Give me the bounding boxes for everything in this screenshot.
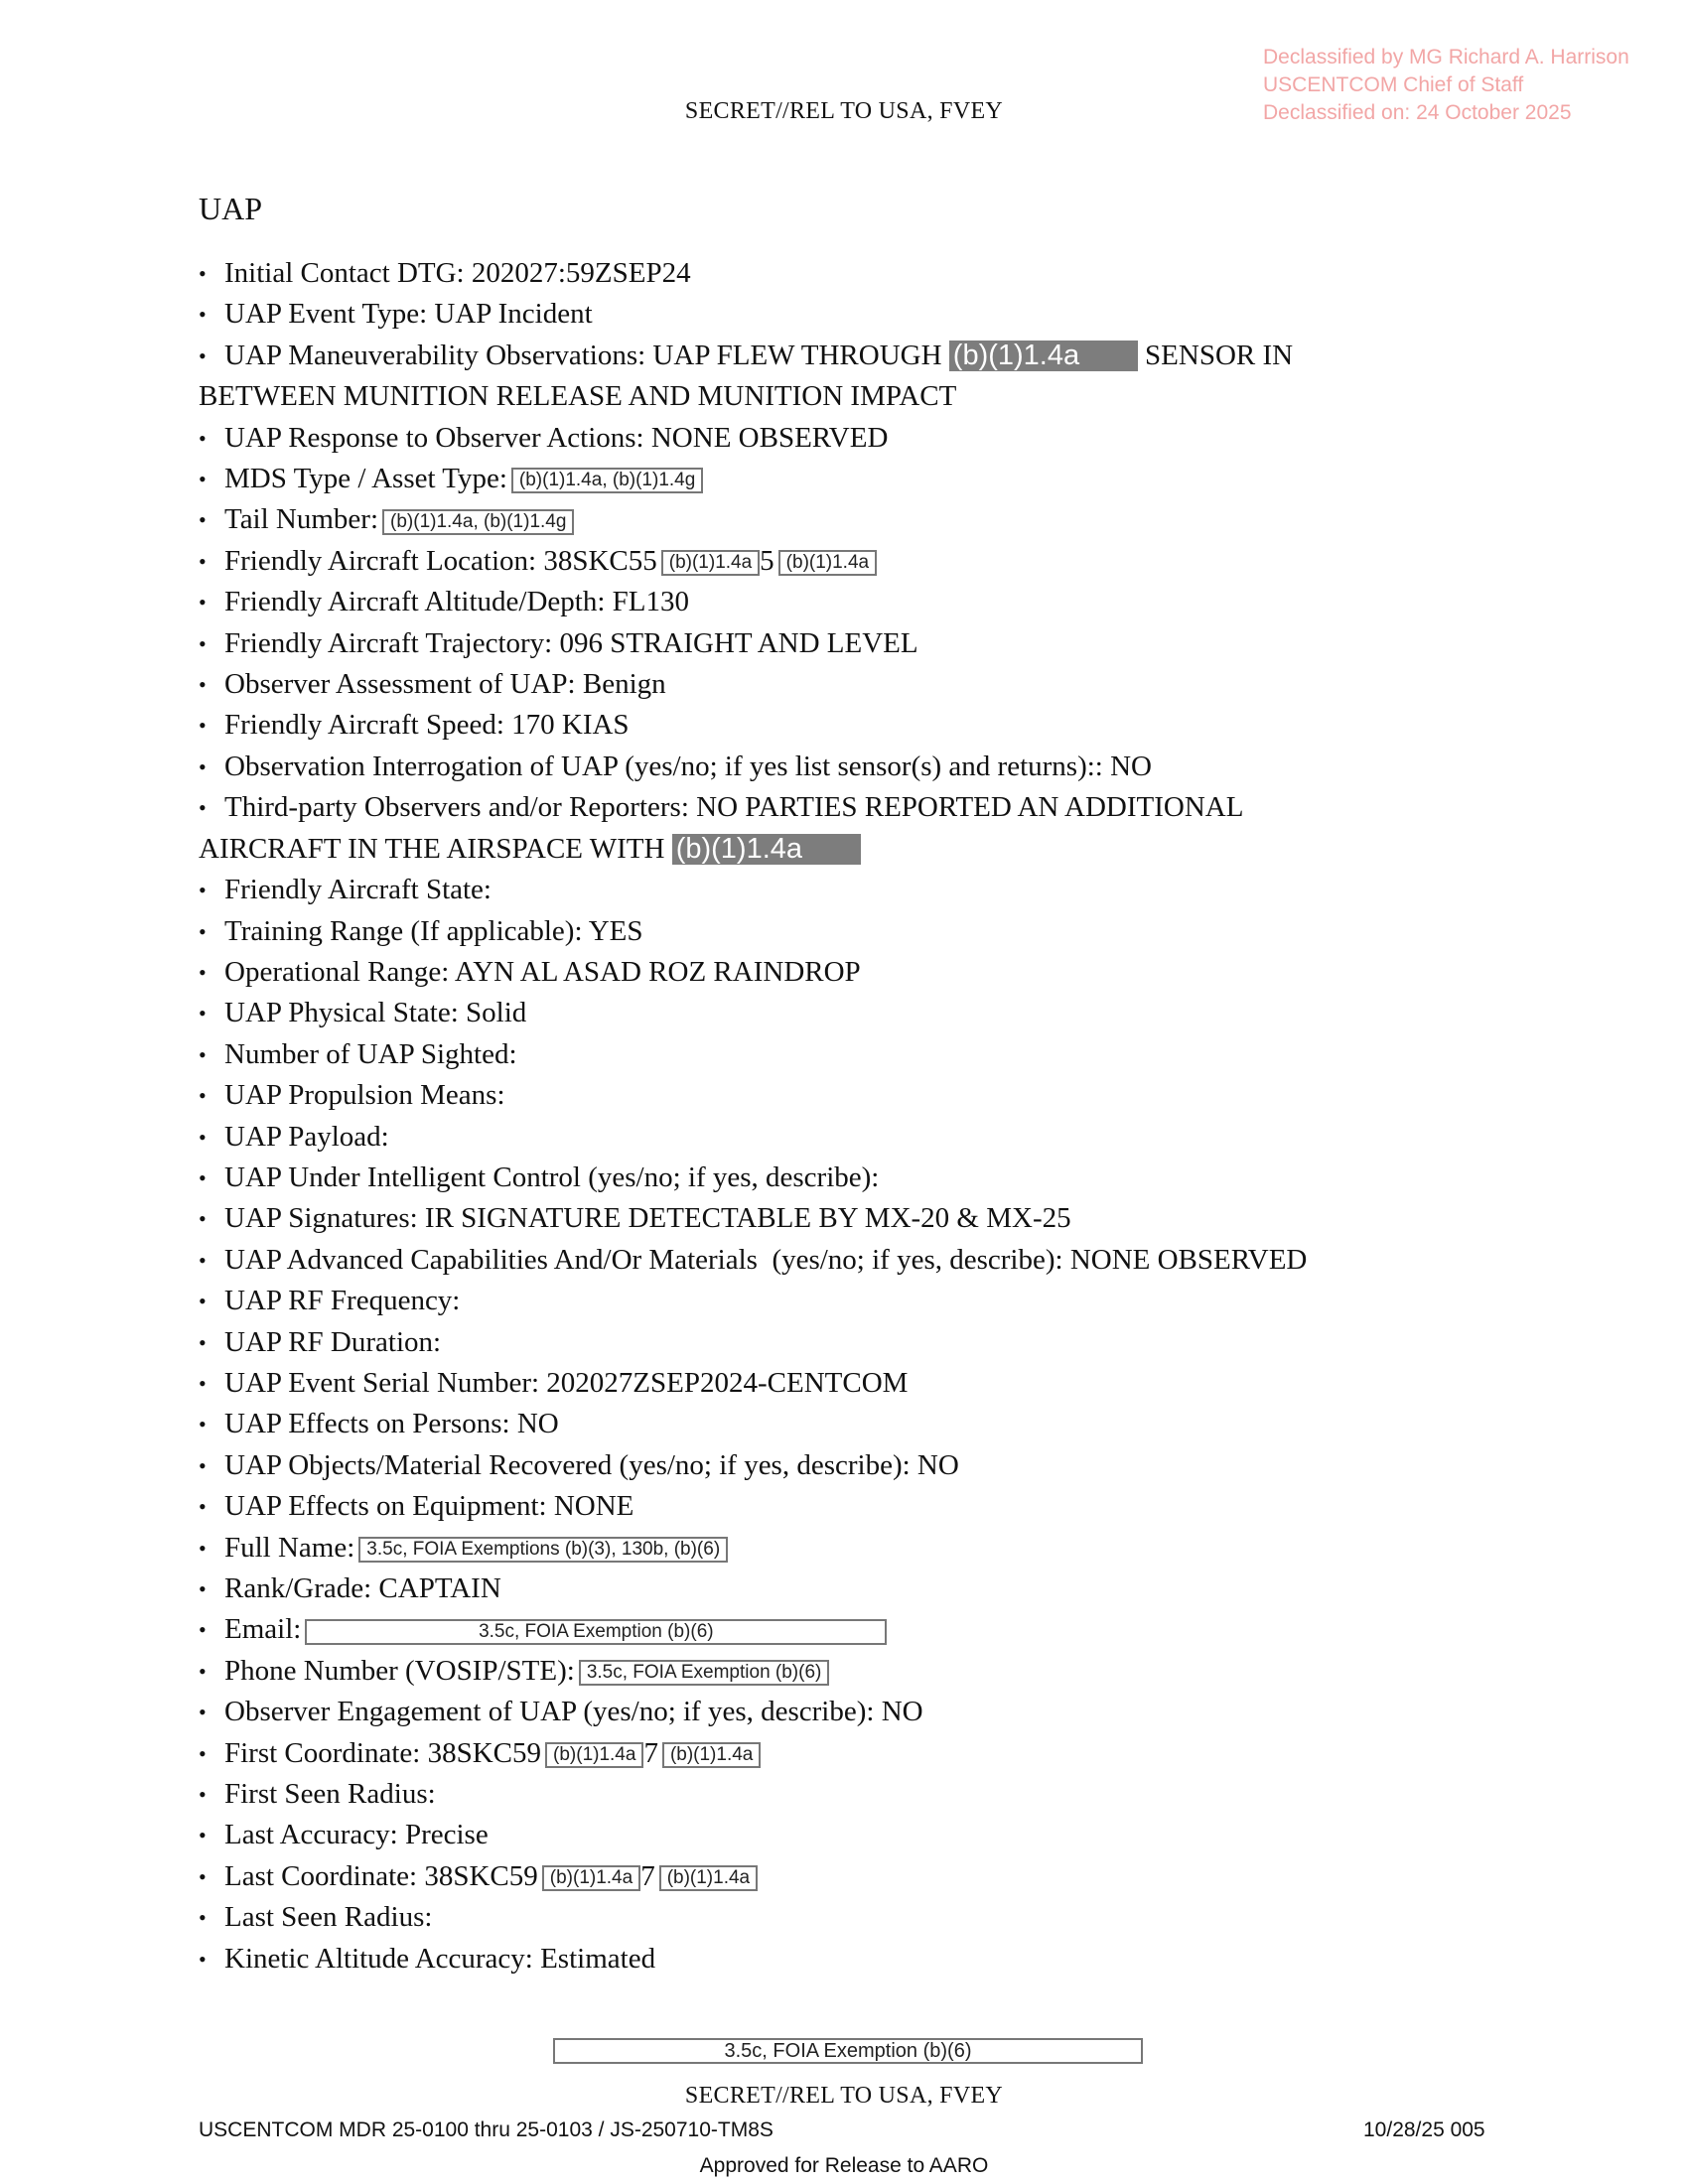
- classification-banner-bottom: SECRET//REL TO USA, FVEY: [684, 2083, 1004, 2109]
- bullet-icon: •: [199, 1658, 207, 1684]
- redaction-box: (b)(1)1.4a: [778, 550, 877, 576]
- bullet-icon: •: [199, 548, 207, 574]
- stamp-line: USCENTCOM Chief of Staff: [1263, 73, 1524, 96]
- report-field: • UAP Objects/Material Recovered (yes/no; if yes, describe): NO: [199, 1445, 1489, 1486]
- report-field: • Rank/Grade: CAPTAIN: [199, 1569, 1489, 1609]
- redaction-box: (b)(1)1.4a: [662, 1742, 761, 1768]
- bullet-icon: •: [199, 1740, 207, 1766]
- redaction-box: (b)(1)1.4a, (b)(1)1.4g: [511, 468, 703, 493]
- report-field: • UAP Physical State: Solid: [199, 993, 1489, 1033]
- bullet-icon: •: [199, 261, 207, 286]
- bullet-icon: •: [199, 1247, 207, 1273]
- bullet-icon: •: [199, 959, 207, 985]
- report-field: • UAP Advanced Capabilities And/Or Materials (yes/no; if yes, describe): NONE OBSERVED: [199, 1240, 1489, 1281]
- report-field: • Last Coordinate: 38SKC59 (b)(1)1.4a 7 (b)(1)1.4a: [199, 1856, 1489, 1897]
- bullet-icon: •: [199, 507, 207, 533]
- bullet-icon: •: [199, 713, 207, 739]
- bullet-icon: •: [199, 672, 207, 698]
- bullet-icon: •: [199, 1124, 207, 1150]
- report-field: • UAP Event Serial Number: 202027ZSEP2024-CENTCOM: [199, 1363, 1489, 1404]
- report-field: • Last Seen Radius:: [199, 1897, 1489, 1938]
- report-field: • Full Name: 3.5c, FOIA Exemptions (b)(3), 130b, (b)(6): [199, 1528, 1489, 1569]
- report-field: • Tail Number: (b)(1)1.4a, (b)(1)1.4g: [199, 499, 1489, 540]
- redaction-box: (b)(1)1.4a, (b)(1)1.4g: [382, 509, 574, 535]
- bullet-icon: •: [199, 1823, 207, 1848]
- bottom-redaction-box: 3.5c, FOIA Exemption (b)(6): [553, 2038, 1143, 2064]
- bullet-icon: •: [199, 1289, 207, 1314]
- report-field: • Friendly Aircraft Trajectory: 096 STRAIGHT AND LEVEL: [199, 623, 1489, 664]
- footer-release-note: Approved for Release to AARO: [699, 2154, 989, 2177]
- bullet-icon: •: [199, 425, 207, 451]
- bullet-icon: •: [199, 342, 207, 368]
- redaction-box: (b)(1)1.4a: [661, 550, 760, 576]
- bullet-icon: •: [199, 918, 207, 944]
- bullet-icon: •: [199, 1412, 207, 1437]
- redaction-block: (b)(1)1.4a: [949, 341, 1138, 371]
- stamp-line: Declassified by MG Richard A. Harrison: [1263, 46, 1629, 68]
- report-field: • UAP Event Type: UAP Incident: [199, 294, 1489, 335]
- report-field: • Friendly Aircraft Speed: 170 KIAS: [199, 705, 1489, 746]
- report-field: • First Seen Radius:: [199, 1774, 1489, 1815]
- report-field: • Observation Interrogation of UAP (yes/no; if yes list sensor(s) and returns):: NO: [199, 747, 1489, 787]
- document-title: UAP: [199, 191, 263, 226]
- bullet-icon: •: [199, 1700, 207, 1725]
- redaction-box: (b)(1)1.4a: [545, 1742, 643, 1768]
- redaction-block: (b)(1)1.4a: [672, 834, 861, 865]
- classification-banner-top: SECRET//REL TO USA, FVEY: [684, 98, 1004, 124]
- report-field: • MDS Type / Asset Type: (b)(1)1.4a, (b)(1)1.4g: [199, 459, 1489, 499]
- bullet-icon: •: [199, 467, 207, 492]
- redaction-box: 3.5c, FOIA Exemption (b)(6): [579, 1660, 830, 1686]
- report-field: • Friendly Aircraft State:: [199, 870, 1489, 910]
- redaction-box: 3.5c, FOIA Exemptions (b)(3), 130b, (b)(6): [358, 1537, 728, 1563]
- report-field: • Operational Range: AYN AL ASAD ROZ RAINDROP: [199, 952, 1489, 993]
- report-field: • Observer Assessment of UAP: Benign: [199, 664, 1489, 705]
- report-field: • Number of UAP Sighted:: [199, 1034, 1489, 1075]
- report-field: • Last Accuracy: Precise: [199, 1815, 1489, 1855]
- report-field-list: [199, 253, 1489, 1979]
- footer-page-code: 10/28/25 005: [1363, 2118, 1485, 2141]
- report-field: • Training Range (If applicable): YES: [199, 911, 1489, 952]
- bullet-icon: •: [199, 1370, 207, 1396]
- bullet-icon: •: [199, 1041, 207, 1067]
- bullet-icon: •: [199, 1164, 207, 1190]
- bullet-icon: •: [199, 1863, 207, 1889]
- bullet-icon: •: [199, 1329, 207, 1355]
- bullet-icon: •: [199, 630, 207, 656]
- bullet-icon: •: [199, 1001, 207, 1026]
- redaction-box: 3.5c, FOIA Exemption (b)(6): [305, 1619, 887, 1645]
- bullet-icon: •: [199, 753, 207, 779]
- redaction-box: (b)(1)1.4a: [542, 1865, 640, 1891]
- bullet-icon: •: [199, 1206, 207, 1232]
- report-field: • Kinetic Altitude Accuracy: Estimated: [199, 1939, 1489, 1979]
- report-field: • Phone Number (VOSIP/STE): 3.5c, FOIA Exemption (b)(6): [199, 1651, 1489, 1692]
- field-continuation: AIRCRAFT IN THE AIRSPACE WITH (b)(1)1.4a: [199, 829, 1489, 870]
- bullet-icon: •: [199, 878, 207, 903]
- bullet-icon: •: [199, 590, 207, 615]
- report-field: • UAP Propulsion Means:: [199, 1075, 1489, 1116]
- footer-document-reference: USCENTCOM MDR 25-0100 thru 25-0103 / JS-250710-TM8S: [199, 2118, 774, 2141]
- bullet-icon: •: [199, 1494, 207, 1520]
- report-field: • UAP Under Intelligent Control (yes/no; if yes, describe):: [199, 1158, 1489, 1198]
- report-field: • UAP Payload:: [199, 1117, 1489, 1158]
- bullet-icon: •: [199, 1946, 207, 1972]
- stamp-line: Declassified on: 24 October 2025: [1263, 101, 1572, 124]
- bullet-icon: •: [199, 795, 207, 821]
- bullet-icon: •: [199, 1535, 207, 1561]
- report-field: • UAP Signatures: IR SIGNATURE DETECTABLE BY MX-20 & MX-25: [199, 1198, 1489, 1239]
- report-field: • Initial Contact DTG: 202027:59ZSEP24: [199, 253, 1489, 294]
- report-field: • Third-party Observers and/or Reporters: NO PARTIES REPORTED AN ADDITIONAL AIRCRAFT IN THE AIRSPACE WITH (b)(1)1.4a: [199, 787, 1489, 870]
- report-field: • Observer Engagement of UAP (yes/no; if yes, describe): NO: [199, 1692, 1489, 1732]
- bullet-icon: •: [199, 1782, 207, 1808]
- report-field: • UAP Effects on Persons: NO: [199, 1404, 1489, 1444]
- redaction-box: (b)(1)1.4a: [659, 1865, 758, 1891]
- bullet-icon: •: [199, 1452, 207, 1478]
- bullet-icon: •: [199, 1617, 207, 1643]
- bullet-icon: •: [199, 1083, 207, 1109]
- report-field: • Friendly Aircraft Altitude/Depth: FL130: [199, 582, 1489, 622]
- bullet-icon: •: [199, 302, 207, 328]
- report-field: • First Coordinate: 38SKC59 (b)(1)1.4a 7 (b)(1)1.4a: [199, 1733, 1489, 1774]
- bullet-icon: •: [199, 1905, 207, 1931]
- report-field: • Friendly Aircraft Location: 38SKC55 (b)(1)1.4a 5 (b)(1)1.4a: [199, 541, 1489, 582]
- report-field: • UAP Effects on Equipment: NONE: [199, 1486, 1489, 1527]
- report-field: • Email: 3.5c, FOIA Exemption (b)(6): [199, 1609, 1489, 1650]
- report-field: • UAP RF Frequency:: [199, 1281, 1489, 1321]
- field-continuation: BETWEEN MUNITION RELEASE AND MUNITION IMPACT: [199, 380, 957, 413]
- bullet-icon: •: [199, 1576, 207, 1601]
- report-field: • UAP Response to Observer Actions: NONE OBSERVED: [199, 418, 1489, 459]
- report-field: • UAP RF Duration:: [199, 1322, 1489, 1363]
- report-field: • UAP Maneuverability Observations: UAP FLEW THROUGH (b)(1)1.4a SENSOR IN BETWEEN MUNITION RELEASE AND MUNITION IMPACT: [199, 336, 1489, 418]
